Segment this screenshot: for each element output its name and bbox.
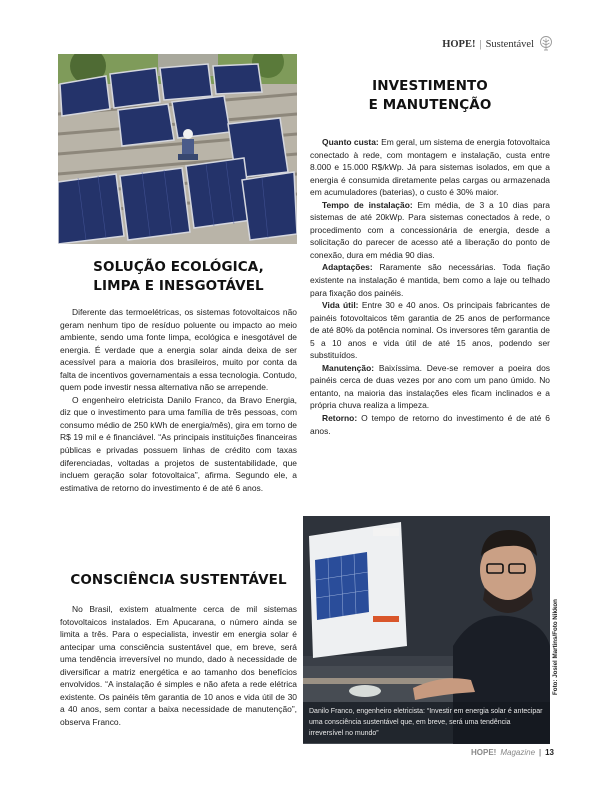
item-label: Vida útil: bbox=[322, 300, 359, 311]
item-vida-util bbox=[310, 299, 550, 362]
item-label: Manutenção: bbox=[322, 362, 375, 373]
running-header bbox=[442, 36, 554, 52]
tree-icon bbox=[538, 36, 554, 52]
item-label: Retorno: bbox=[322, 413, 358, 424]
footer-brand: HOPE! bbox=[470, 748, 497, 757]
item-label: Adaptações: bbox=[322, 262, 373, 273]
photo-credit-text: Foto: Josiel Martins/Foto Nikkon bbox=[552, 599, 559, 695]
paragraph: O engenheiro eletricista Danilo Franco, da Bravo Energia, diz que o investimento para uma família de três pessoas, com consumo médio de 250 kWh de energia/mês), gira em torno de R$ 19 mil e é financiável. “As principais instituições financeiras públicas e privadas possuem linhas de crédito com taxas diferenciadas, voltadas a projetos de sustentabilidade, que incluem geração solar fotovoltaica”, afirma. Segundo ele, a estimativa de retorno do investimento é de até 6 anos. bbox=[60, 394, 297, 493]
item-label: Quanto custa: bbox=[322, 137, 379, 147]
page-footer bbox=[471, 748, 554, 757]
heading-investimento-line1: INVESTIMENTO bbox=[372, 78, 488, 94]
body-solucao bbox=[60, 306, 297, 494]
item-adaptacoes bbox=[310, 261, 550, 299]
body-consciencia bbox=[60, 603, 297, 728]
item-label: Tempo de instalação: bbox=[322, 199, 413, 210]
item-text: Em geral, um sistema de energia fotovoltaica conectado à rede, com montagem e instalação, custa entre 8.000 e 15.000 R$/kWp. Já para sistemas isolados, em que a energia é consumida diretamente pelas cargas ou armazenada em acumuladores (baterias), o custo é 30% maior. bbox=[310, 137, 550, 198]
page-number: 13 bbox=[545, 748, 554, 757]
photo-credit bbox=[552, 592, 562, 702]
item-manutencao bbox=[310, 362, 550, 412]
heading-investimento-line2: E MANUTENÇÃO bbox=[368, 97, 492, 113]
item-tempo-instalacao bbox=[310, 199, 550, 262]
item-retorno bbox=[310, 412, 550, 437]
paragraph: Diferente das termoelétricas, os sistemas fotovoltaicos não geram nenhum tipo de resíduo poluente ou impacto ao meio ambiente, sendo uma fonte limpa, ecológica e inesgotável de energia. É verdade que a energia solar ainda deixa de ser acessível para a maioria dos brasileiros, muito por conta da falta de incentivos governamentais a essa tecnologia. Contudo, quem pode investir nessa alternativa não se arrepende. bbox=[60, 307, 297, 393]
item-text: O tempo de retorno do investimento é de até 6 anos. bbox=[310, 413, 550, 436]
photo-caption: Danilo Franco, engenheiro eletricista: “Investir em energia solar é antecipar uma consciência sustentável que, em breve, será uma tendência irreversível no mundo” bbox=[303, 702, 550, 743]
heading-consciencia-title: CONSCIÊNCIA SUSTENTÁVEL bbox=[70, 572, 287, 588]
heading-consciencia bbox=[60, 571, 297, 590]
heading-solucao-line1: SOLUÇÃO ECOLÓGICA, bbox=[93, 259, 264, 275]
header-brand: HOPE! bbox=[442, 38, 476, 50]
body-investimento bbox=[310, 136, 550, 437]
item-text: Em média, de 3 a 10 dias para sistemas de até 20kWp. Para sistemas conectados à rede, o procedimento com a concessionária de energia, desde a solicitação do parecer de acesso até a liberação do ponto de conexão, dura em média 90 dias. bbox=[310, 199, 550, 260]
item-quanto-custa bbox=[310, 136, 550, 199]
header-separator: | bbox=[479, 38, 482, 50]
heading-investimento bbox=[310, 77, 550, 115]
solar-roof-photo bbox=[58, 54, 297, 244]
item-text: Raramente são necessárias. Toda fiação existente na instalação é mantida, bem como a laje ou telhado para fixação dos painéis. bbox=[310, 262, 550, 298]
footer-separator: | bbox=[539, 748, 542, 757]
paragraph: No Brasil, existem atualmente cerca de mil sistemas fotovoltaicos instalados. Em Apucarana, o número ainda se limita a três. Para o especialista, investir em energia solar é antecipar uma consciência sustentável que, em breve, será uma tendência irreversível no mundo, dado à necessidade de diversificar a matriz energética e ao tamanho dos benefícios envolvidos. “A instalação é simples e não afeta a rede elétrica existente. Os painéis têm garantia de 10 anos e vida útil de 30 a 40 anos, sem contar a baixa necessidade de manutenção”, observa Franco. bbox=[60, 604, 297, 727]
header-section: Sustentável bbox=[485, 38, 534, 50]
heading-solucao-line2: LIMPA E INESGOTÁVEL bbox=[93, 278, 264, 294]
footer-magazine: Magazine bbox=[500, 748, 536, 757]
item-text: Entre 30 e 40 anos. Os principais fabricantes de painéis fotovoltaicos têm garantia de 25 anos de performance de até 80% da potência nominal. Os inversores têm garantia de 5 a 10 anos e vida útil de até 15 anos, podendo ser substituídos. bbox=[310, 300, 550, 361]
item-text: Baixíssima. Deve-se remover a poeira dos painéis cerca de duas vezes por ano com um pano úmido. No entanto, na maioria das instalações eles ficam inclinados e a própria chuva realiza a limpeza. bbox=[310, 362, 550, 411]
heading-solucao bbox=[60, 258, 297, 296]
